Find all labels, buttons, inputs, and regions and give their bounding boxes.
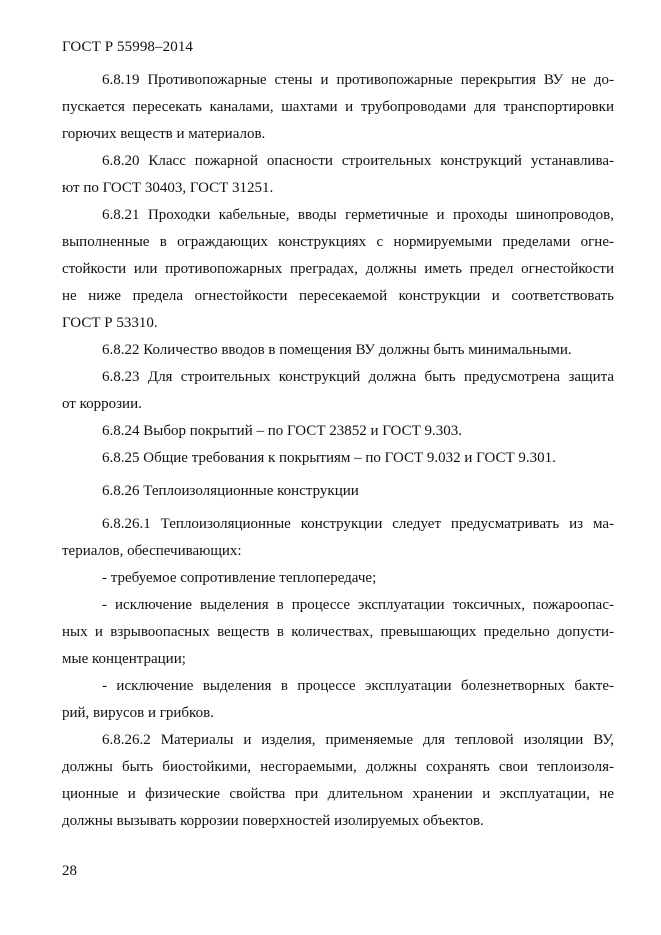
text-line: - требуемое сопротивление теплопередаче;: [102, 570, 377, 586]
paragraph-6-8-25: [62, 445, 614, 472]
section-heading-6-8-26: [62, 478, 614, 505]
text-line: 6.8.19 Противопожарные стены и противопожарные перекрытия ВУ не до-: [102, 72, 614, 88]
text-line: 6.8.24 Выбор покрытий – по ГОСТ 23852 и ГОСТ 9.303.: [102, 423, 462, 439]
text-line: ных и взрывоопасных веществ в количествах, превышающих предельно допусти-: [62, 624, 614, 640]
list-item: [62, 565, 614, 592]
text-line: не ниже предела огнестойкости пересекаемой конструкции и соответствовать: [62, 288, 614, 304]
text-line: 6.8.26 Теплоизоляционные конструкции: [102, 483, 359, 499]
text-line: стойкости или противопожарных преградах, должны иметь предел огнестойкости: [62, 261, 614, 277]
paragraph-6-8-21: [62, 202, 614, 337]
text-line: 6.8.25 Общие требования к покрытиям – по ГОСТ 9.032 и ГОСТ 9.301.: [102, 450, 556, 466]
text-line: 6.8.26.2 Материалы и изделия, применяемые для тепловой изоляции ВУ,: [102, 732, 614, 748]
text-line: должны вызывать коррозии поверхностей изолируемых объектов.: [62, 813, 484, 829]
document-body: [62, 67, 614, 835]
paragraph-6-8-23: [62, 364, 614, 418]
paragraph-6-8-22: [62, 337, 614, 364]
text-line: - исключение выделения в процессе эксплуатации токсичных, пожароопас-: [102, 597, 614, 613]
list-item: [62, 592, 614, 673]
paragraph-6-8-26-1: [62, 511, 614, 565]
text-line: должны быть биостойкими, несгораемыми, должны сохранять свои теплоизоля-: [62, 759, 614, 775]
text-line: 6.8.23 Для строительных конструкций должна быть предусмотрена защита: [102, 369, 614, 385]
text-line: териалов, обеспечивающих:: [62, 543, 242, 559]
text-line: от коррозии.: [62, 396, 142, 412]
text-line: рий, вирусов и грибков.: [62, 705, 214, 721]
text-line: ционные и физические свойства при длительном хранении и эксплуатации, не: [62, 786, 614, 802]
text-line: 6.8.22 Количество вводов в помещения ВУ должны быть минимальными.: [102, 342, 572, 358]
page-number: 28: [62, 863, 77, 879]
text-line: 6.8.26.1 Теплоизоляционные конструкции следует предусматривать из ма-: [102, 516, 614, 532]
paragraph-6-8-20: [62, 148, 614, 202]
text-line: выполненные в ограждающих конструкциях с нормируемыми пределами огне-: [62, 234, 614, 250]
text-line: ют по ГОСТ 30403, ГОСТ 31251.: [62, 180, 274, 196]
text-line: пускается пересекать каналами, шахтами и трубопроводами для транспортировки: [62, 99, 614, 115]
paragraph-6-8-24: [62, 418, 614, 445]
text-line: 6.8.20 Класс пожарной опасности строительных конструкций устанавлива-: [102, 153, 614, 169]
paragraph-6-8-19: [62, 67, 614, 148]
text-line: ГОСТ Р 53310.: [62, 315, 158, 331]
text-line: мые концентрации;: [62, 651, 186, 667]
text-line: 6.8.21 Проходки кабельные, вводы герметичные и проходы шинопроводов,: [102, 207, 614, 223]
list-item: [62, 673, 614, 727]
text-line: - исключение выделения в процессе эксплуатации болезнетворных бакте-: [102, 678, 614, 694]
paragraph-6-8-26-2: [62, 727, 614, 835]
text-line: горючих веществ и материалов.: [62, 126, 266, 142]
document-header: ГОСТ Р 55998–2014: [62, 39, 194, 55]
